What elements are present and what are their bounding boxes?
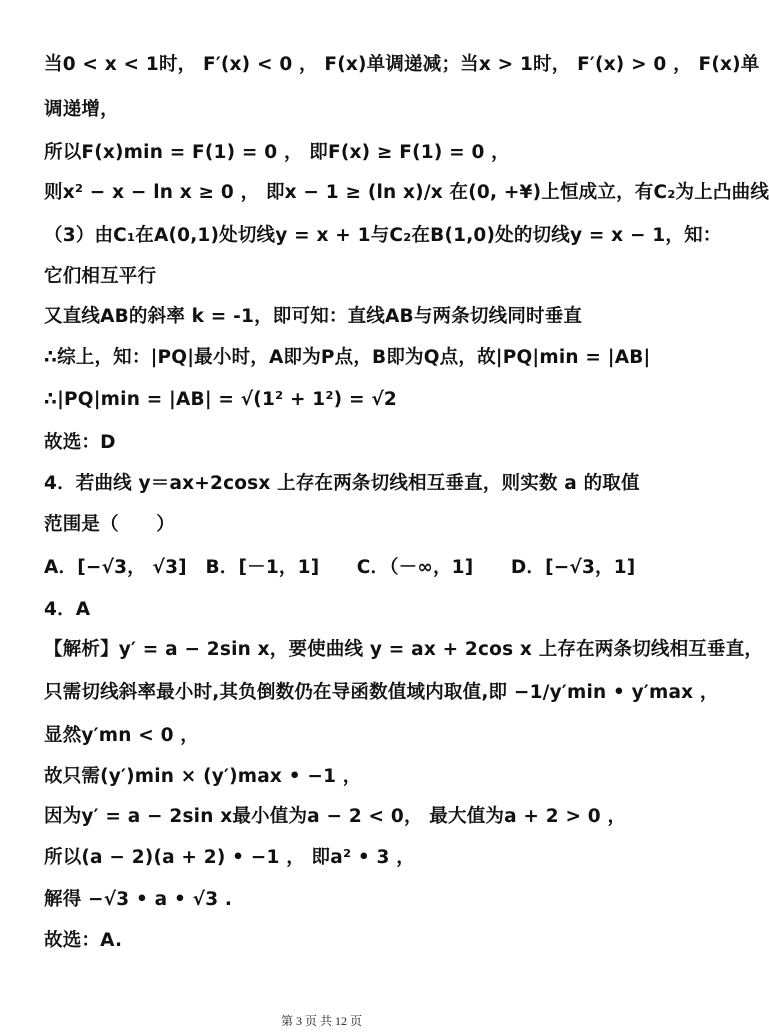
text-line: 所以(a − 2)(a + 2) • −1 ， 即a² • 3 ， xyxy=(44,847,415,868)
text-line: 故只需(y′)min × (y′)max • −1 ， xyxy=(44,766,362,787)
text-line: 当0 < x < 1时， F′(x) < 0 ， F(x)单调递减；当x > 1时， F′(x) > 0 ， F(x)单 xyxy=(44,54,760,75)
text-line: 【解析】y′ = a − 2sin x，要使曲线 y = ax + 2cos x 上存在两条切线相互垂直， xyxy=(44,639,764,660)
text-line: A．[−√3， √3] B．[－1，1] C．（－∞，1] D．[−√3，1] xyxy=(44,557,636,578)
text-line: ∴|PQ|min = |AB| = √(1² + 1²) = √2 xyxy=(44,389,397,410)
text-line: 它们相互平行 xyxy=(44,266,157,287)
page-footer: 第 3 页 共 12 页 xyxy=(280,1014,362,1028)
text-line: 故选：A. xyxy=(44,930,123,951)
text-line: 4．A xyxy=(44,599,91,620)
text-line: （3）由C₁在A(0,1)处切线y = x + 1与C₂在B(1,0)处的切线y = x − 1，知： xyxy=(44,225,722,246)
text-line: 则x² − x − ln x ≥ 0 ， 即x − 1 ≥ (ln x)/x 在(0, +¥)上恒成立，有C₂为上凸曲线 xyxy=(44,182,769,203)
text-line: 所以F(x)min = F(1) = 0 ， 即F(x) ≥ F(1) = 0 ， xyxy=(44,142,510,163)
text-line: 显然y′mn < 0 ， xyxy=(44,725,199,746)
text-line: 因为y′ = a − 2sin x最小值为a − 2 < 0， 最大值为a + 2 > 0 ， xyxy=(44,806,627,827)
text-line: 故选：D xyxy=(44,432,116,453)
text-line: 调递增， xyxy=(44,99,119,120)
text-line: 范围是（ ） xyxy=(44,514,175,535)
text-line: 4．若曲线 y＝ax+2cosx 上存在两条切线相互垂直，则实数 a 的取值 xyxy=(44,473,640,494)
text-line: 又直线AB的斜率 k = -1，即可知：直线AB与两条切线同时垂直 xyxy=(44,306,583,327)
text-line: 只需切线斜率最小时,其负倒数仍在导函数值域内取值,即 −1/y′min • y′max ， xyxy=(44,682,719,703)
text-line: ∴综上，知：|PQ|最小时，A即为P点，B即为Q点，故|PQ|min = |AB| xyxy=(44,347,651,368)
text-line: 解得 −√3 • a • √3 . xyxy=(44,889,233,910)
